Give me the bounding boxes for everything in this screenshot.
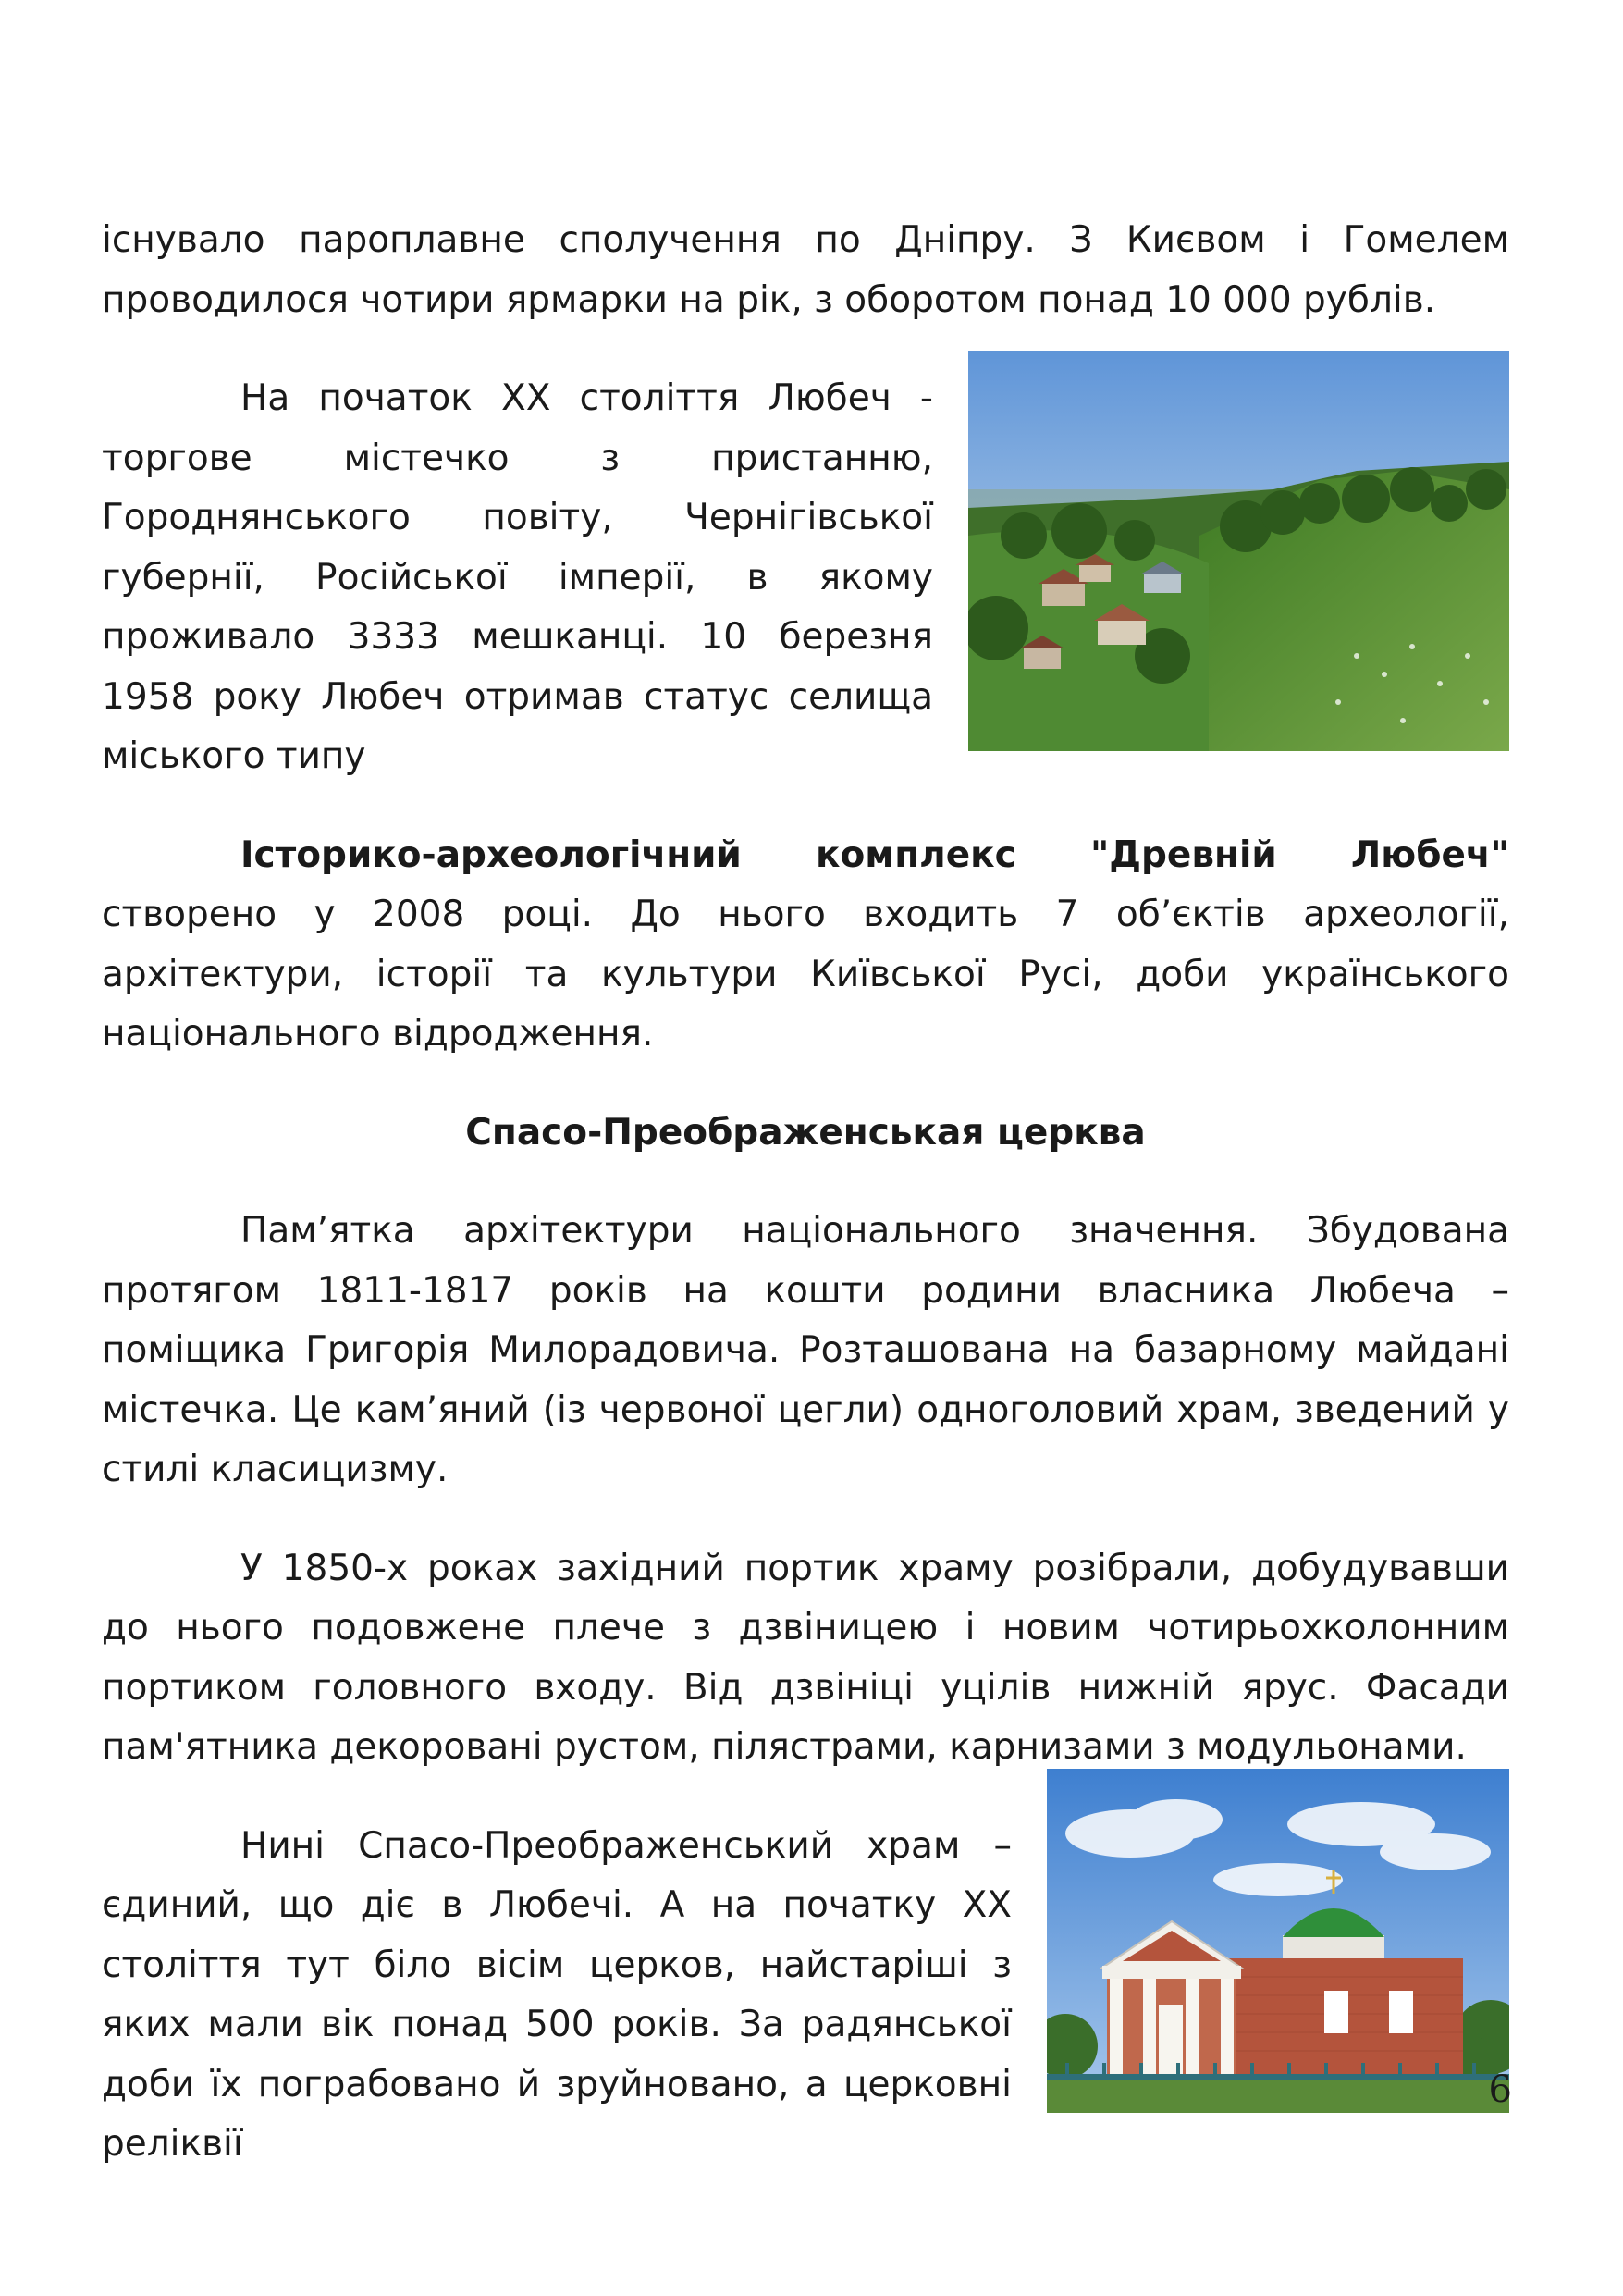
paragraph-complex: [102, 826, 1509, 1065]
church-photo-image: [1047, 1769, 1509, 2113]
landscape-photo-image: [968, 351, 1509, 751]
paragraph-early-20th: На початок XX століття Любеч - торгове містечко з пристанню, Городнянського повіту, Чернігівської губернії, Російської імперії, в якому проживало 3333 мешканці. 10 березня 1958 року Любеч отримав статус селища міського типу: [102, 377, 933, 777]
text-block-top: [102, 211, 1509, 2175]
paragraph-1850s: У 1850-х роках західний портик храму розібрали, добудувавши до нього подовжене плече з дзвіницею і новим чотирьохколонним портиком головного входу. Від дзвініці уцілів нижній ярус. Фасади пам'ятника декоровані рустом, пілястрами, карнизами з модульонами.: [102, 1547, 1509, 1768]
page-number: 6: [1488, 2068, 1512, 2111]
paragraph-steamship: існувало пароплавне сполучення по Дніпру. З Києвом і Гомелем проводилося чотири ярмарки на рік, з оборотом понад 10 000 рублів.: [102, 219, 1509, 321]
landscape-photo: [968, 351, 1509, 751]
complex-description: створено у 2008 році. До нього входить 7 об’єктів археології, архітектури, історії та культури Київської Русі, доби українського національного відродження.: [102, 894, 1509, 1055]
paragraph-monument: Пам’ятка архітектури національного значення. Збудована протягом 1811-1817 років на кошти родини власника Любеча – поміщика Григорія Милорадовича. Розташована на базарному майдані містечка. Це кам’яний (із червоної цегли) одноголовий храм, зведений у стилі класицизму.: [102, 1210, 1509, 1490]
paragraph-present-day: Нині Спасо-Преображенський храм – єдиний, що діє в Любечі. А на початку XX століття тут біло вісім церков, найстаріші з яких мали вік понад 500 років. За радянської доби їх пограбовано й зруйновано, а церковні реліквії: [102, 1824, 1012, 2165]
section-heading: Спасо-Преображенськая церква: [465, 1111, 1146, 1154]
church-photo: [1047, 1769, 1509, 2113]
complex-name: Історико-археологічний комплекс "Древній Любеч": [240, 833, 1509, 876]
